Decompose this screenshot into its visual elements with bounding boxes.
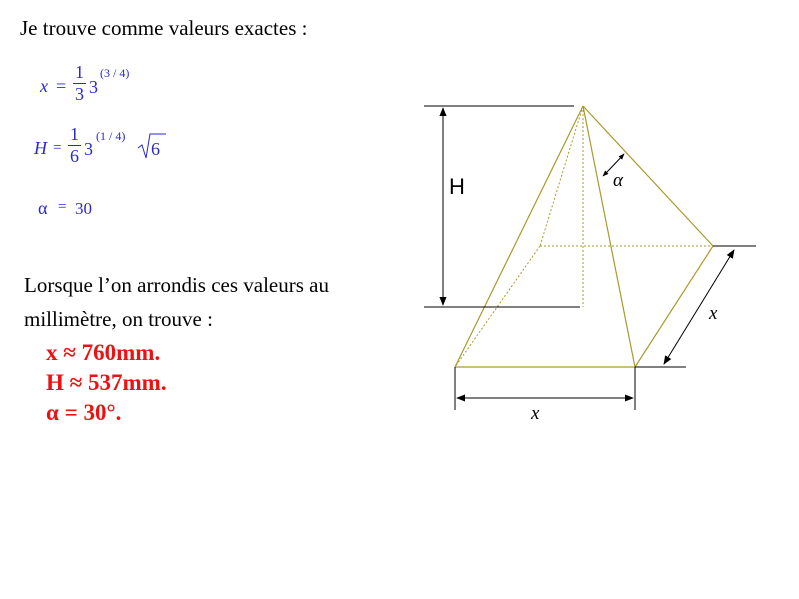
- paragraph-line-2: millimètre, on trouve :: [24, 307, 213, 331]
- edge-apex-front-right: [583, 106, 635, 367]
- result-h: H ≈ 537mm.: [46, 370, 167, 395]
- paragraph-line-1: Lorsque l’on arrondis ces valeurs au: [24, 273, 329, 297]
- label-x-bottom: x: [531, 403, 540, 424]
- formula-h-var: H: [34, 138, 47, 158]
- sqrt-symbol: [138, 134, 166, 158]
- formula-alpha-equals: =: [58, 199, 67, 215]
- formula-h-numerator: 1: [70, 124, 79, 144]
- formula-h-exponent: (1 / 4): [96, 129, 126, 143]
- label-alpha: α: [613, 170, 623, 191]
- formula-alpha-value: 30: [75, 199, 92, 218]
- formula-x-denominator: 3: [75, 84, 84, 104]
- formula-h-denominator: 6: [70, 146, 79, 166]
- result-alpha: α = 30°.: [46, 400, 122, 425]
- formula-x-var: x: [40, 76, 48, 96]
- formula-x-exponent: (3 / 4): [100, 66, 130, 80]
- label-height: H: [449, 174, 465, 199]
- formula-alpha-var: α: [38, 198, 48, 218]
- edge-base-right: [635, 246, 713, 367]
- formula-x-equals: =: [56, 76, 67, 96]
- edge-apex-front-left: [455, 106, 583, 367]
- formula-h-radicand: 6: [151, 139, 160, 159]
- formula-x-base: 3: [89, 77, 98, 97]
- formula-x-numerator: 1: [75, 62, 84, 82]
- result-x: x ≈ 760mm.: [46, 340, 161, 365]
- edge-apex-back-right: [583, 106, 713, 246]
- hidden-edge-apex-back: [540, 106, 583, 246]
- label-x-side: x: [709, 303, 718, 324]
- formula-h-base: 3: [84, 139, 93, 159]
- intro-text: Je trouve comme valeurs exactes :: [20, 16, 308, 40]
- formula-h-equals: =: [53, 140, 62, 156]
